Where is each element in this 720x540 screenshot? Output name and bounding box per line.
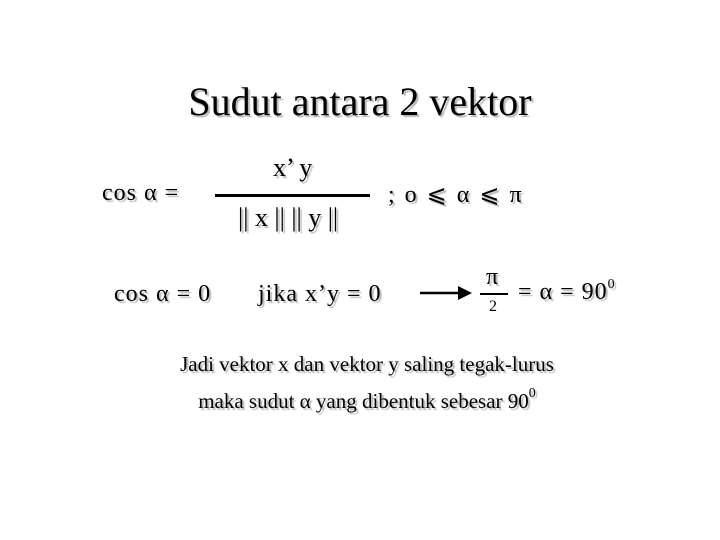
result-angle <box>518 277 616 306</box>
result-value: α = 90 <box>539 279 608 305</box>
conclusion-line-2 <box>0 386 720 414</box>
angle-range-condition: ; o ⩽ α ⩽ π <box>388 182 524 208</box>
condition-text: jika x’y = 0 <box>258 281 382 307</box>
equals-sign: = <box>518 279 533 305</box>
conclusion-degree-superscript: 0 <box>528 386 536 401</box>
degree-superscript: 0 <box>607 277 616 292</box>
conclusion-line-2-text: maka sudut α yang dibentuk sebesar 90 <box>198 389 529 413</box>
fraction-denominator: || x || || y || <box>238 203 339 232</box>
conclusion-line-1: Jadi vektor x dan vektor y saling tegak-lurus <box>180 352 554 376</box>
pi-denominator: 2 <box>489 298 497 315</box>
cos-alpha-lhs: cos α = <box>102 180 180 206</box>
fraction-numerator: x’ y <box>273 153 313 182</box>
cos-alpha-zero: cos α = 0 <box>114 281 212 307</box>
pi-fraction-bar <box>480 293 508 295</box>
fraction-bar <box>215 194 370 197</box>
right-arrow-icon <box>418 283 474 303</box>
pi-numerator: π <box>486 264 499 290</box>
slide-title: Sudut antara 2 vektor <box>188 79 532 124</box>
